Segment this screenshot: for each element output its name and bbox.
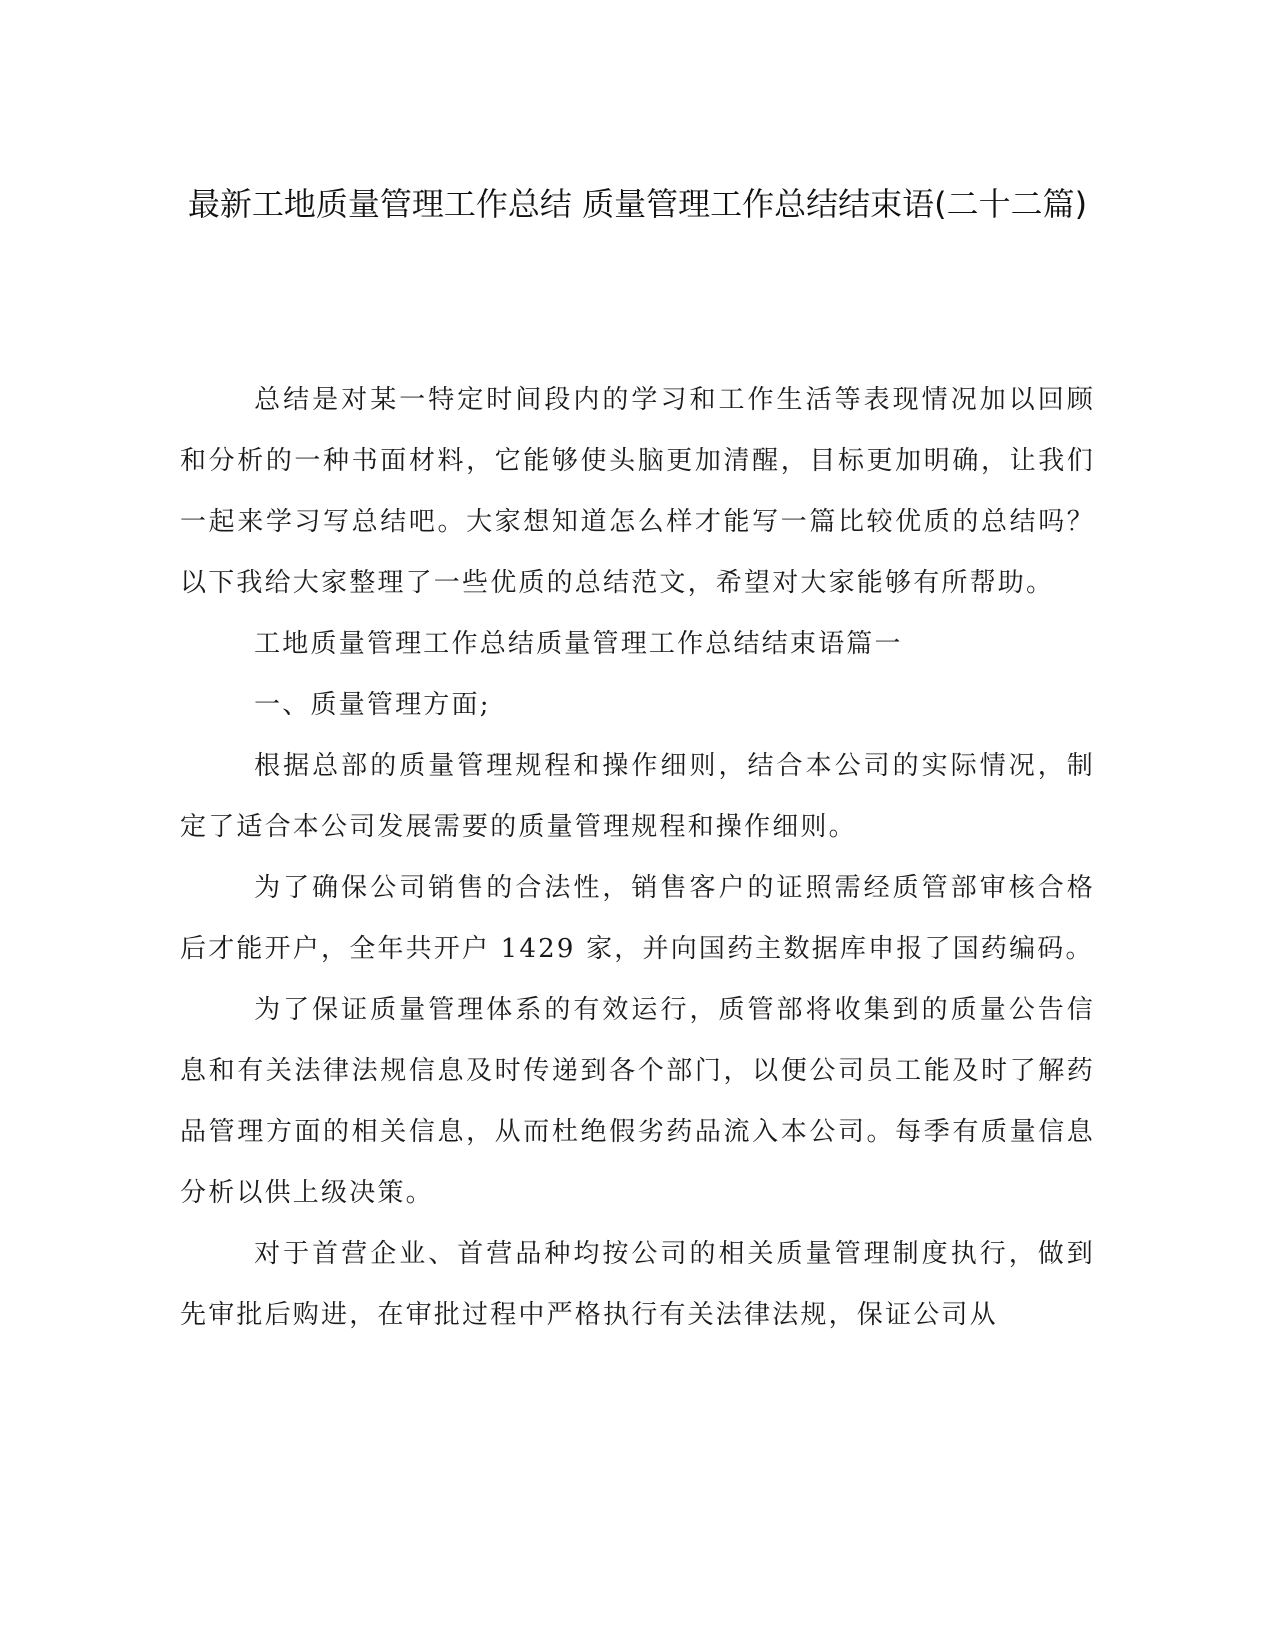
subsection-heading: 一、质量管理方面; [254, 690, 491, 720]
document-title: 最新工地质量管理工作总结 质量管理工作总结结束语(二十二篇) [187, 185, 1088, 223]
paragraph: 根据总部的质量管理规程和操作细则，结合本公司的实际情况，制定了适合本公司发展需要的质量管理规程和操作细则。 [180, 751, 1095, 842]
paragraph-intro: 总结是对某一特定时间段内的学习和工作生活等表现情况加以回顾和分析的一种书面材料，它能够使头脑更加清醒，目标更加明确，让我们一起来学习写总结吧。大家想知道怎么样才能写一篇比较优质的总结吗？以下我给大家整理了一些优质的总结范文，希望对大家能够有所帮助。 [180, 385, 1095, 598]
document-body [180, 370, 1095, 1346]
paragraph: 为了保证质量管理体系的有效运行，质管部将收集到的质量公告信息和有关法律法规信息及时传递到各个部门，以便公司员工能及时了解药品管理方面的相关信息，从而杜绝假劣药品流入本公司。每季有质量信息分析以供上级决策。 [180, 995, 1095, 1208]
paragraph: 为了确保公司销售的合法性，销售客户的证照需经质管部审核合格后才能开户，全年共开户 1429 家，并向国药主数据库申报了国药编码。 [180, 873, 1095, 964]
section-heading: 工地质量管理工作总结质量管理工作总结结束语篇一 [254, 629, 903, 659]
paragraph: 对于首营企业、首营品种均按公司的相关质量管理制度执行，做到先审批后购进，在审批过程中严格执行有关法律法规，保证公司从 [180, 1239, 1095, 1330]
